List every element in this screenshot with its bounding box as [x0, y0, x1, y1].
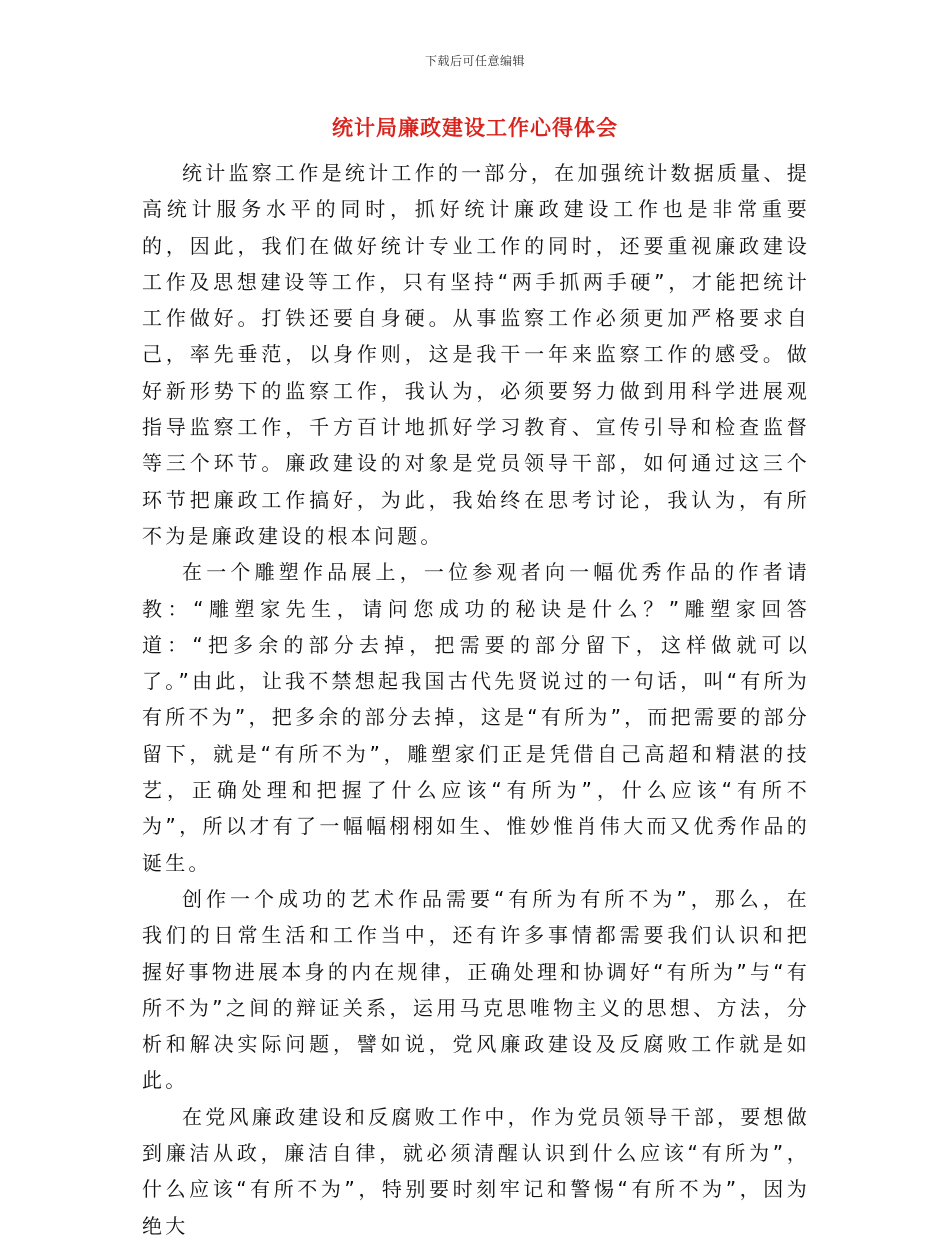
paragraph-4: 在党风廉政建设和反腐败工作中，作为党员领导干部，要想做到廉洁从政，廉洁自律，就必须清醒认识到什么应该“有所为”，什么应该“有所不为”，特别要时刻牢记和警惕“有所不为”，因为绝大 — [142, 1104, 810, 1238]
page-header-note: 下载后可任意编辑 — [424, 54, 525, 68]
document-body — [142, 155, 810, 1244]
paragraph-2: 在一个雕塑作品展上，一位参观者向一幅优秀作品的作者请教：“雕塑家先生，请问您成功的秘诀是什么？”雕塑家回答道：“把多余的部分去掉，把需要的部分留下，这样做就可以了。”由此，让我不禁想起我国古代先贤说过的一句话，叫“有所为有所不为”，把多余的部分去掉，这是“有所为”，而把需要的部分留下，就是“有所不为”，雕塑家们正是凭借自己高超和精湛的技艺，正确处理和把握了什么应该“有所为”，什么应该“有所不为”，所以才有了一幅幅栩栩如生、惟妙惟肖伟大而又优秀作品的诞生。 — [142, 560, 810, 875]
paragraph-1: 统计监察工作是统计工作的一部分，在加强统计数据质量、提高统计服务水平的同时，抓好统计廉政建设工作也是非常重要的，因此，我们在做好统计专业工作的同时，还要重视廉政建设工作及思想建设等工作，只有坚持“两手抓两手硬”，才能把统计工作做好。打铁还要自身硬。从事监察工作必须更加严格要求自己，率先垂范，以身作则，这是我干一年来监察工作的感受。做好新形势下的监察工作，我认为，必须要努力做到用科学进展观指导监察工作，千方百计地抓好学习教育、宣传引导和检查监督等三个环节。廉政建设的对象是党员领导干部，如何通过这三个环节把廉政工作搞好，为此，我始终在思考讨论，我认为，有所不为是廉政建设的根本问题。 — [142, 161, 810, 548]
paragraph-3: 创作一个成功的艺术作品需要“有所为有所不为”，那么，在我们的日常生活和工作当中，还有许多事情都需要我们认识和把握好事物进展本身的内在规律，正确处理和协调好“有所为”与“有所不为”之间的辩证关系，运用马克思唯物主义的思想、方法，分析和解决实际问题，譬如说，党风廉政建设及反腐败工作就是如此。 — [142, 886, 810, 1093]
document-title: 统计局廉政建设工作心得体会 — [332, 116, 618, 140]
